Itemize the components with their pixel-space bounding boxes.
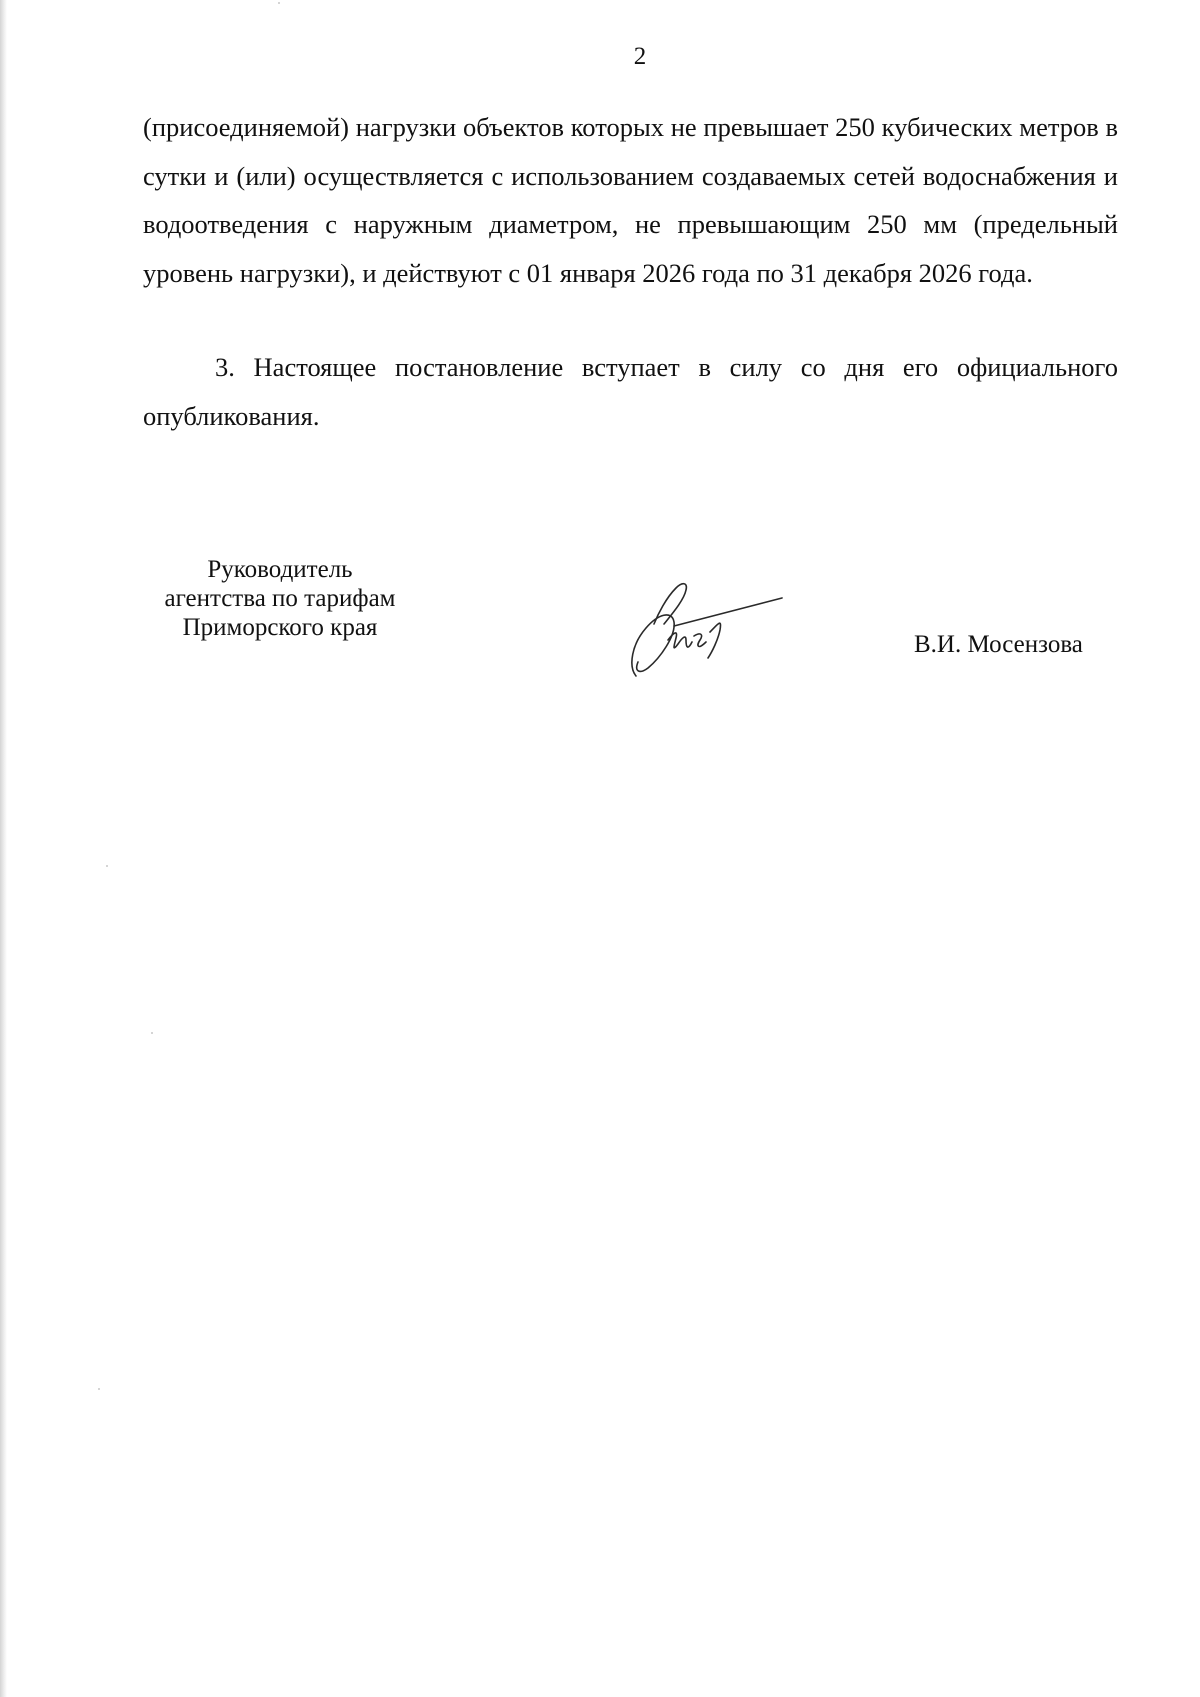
scan-speck [151, 1032, 153, 1034]
signatory-position [140, 555, 420, 642]
scan-edge [0, 0, 7, 1697]
scan-speck [106, 865, 108, 867]
handwritten-signature [614, 578, 784, 680]
scan-speck [98, 1388, 100, 1390]
page-number: 2 [633, 43, 647, 70]
scan-speck [278, 2, 280, 4]
body-paragraph-continuation: (присоединяемой) нагрузки объектов которых не превышает 250 кубических метров в сутки и (или) осуществляется с использованием создаваемых сетей водоснабжения и водоотведения с наружным диаметром, не превышающим 250 мм (предельный уровень нагрузки), и действуют с 01 января 2026 года по 31 декабря 2026 года. [143, 112, 1118, 288]
body-paragraph-item-3: 3. Настоящее постановление вступает в силу со дня его официального опубликования. [143, 352, 1118, 431]
signatory-position-line-2: агентства по тарифам [164, 585, 396, 612]
signatory-name: В.И. Мосензова [914, 631, 1083, 658]
signatory-position-line-1: Руководитель [207, 556, 353, 583]
signatory-position-line-3: Приморского края [182, 614, 378, 641]
